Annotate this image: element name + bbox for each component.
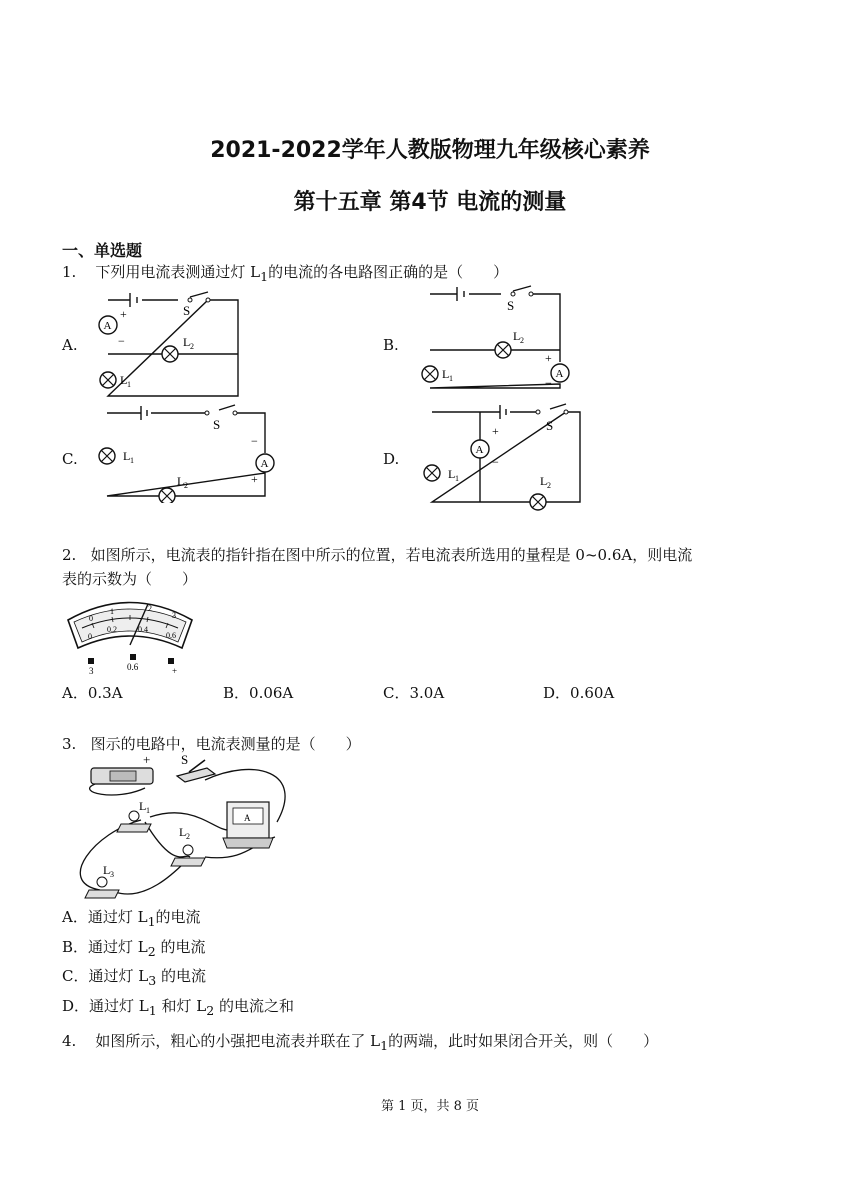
svg-text:A: A [260,458,269,470]
ammeter-icon [223,802,273,848]
question-text: 图示的电路中，电流表测量的是（ ） [90,735,361,753]
battery-icon [91,768,153,784]
svg-text:2: 2 [190,342,194,351]
lamp-icon [162,346,178,362]
svg-text:2: 2 [148,604,152,613]
svg-text:L: L [448,467,456,481]
svg-text:1: 1 [146,806,150,815]
svg-text:3: 3 [172,611,176,620]
question-2 [62,544,842,590]
option-b: B．通过灯 $L_2$ 的电流 [62,937,206,959]
svg-text:−: − [492,455,499,469]
svg-text:0.4: 0.4 [138,625,148,634]
option-label: C. [62,450,78,468]
lamp-icon [159,488,175,503]
subscript: 1 [260,269,269,284]
circuit-diagram-a [90,288,250,403]
svg-text:+: + [251,472,258,486]
svg-text:L: L [123,449,131,463]
question-number: 2. [62,546,77,564]
svg-text:2: 2 [186,832,190,841]
lamp-icon [424,465,440,481]
ammeter-dial-figure [60,590,200,678]
option-label: B. [383,336,399,354]
svg-text:+: + [172,666,178,676]
svg-text:A: A [475,444,484,456]
svg-text:L: L [540,474,548,488]
question-number: 1. [62,263,77,281]
ammeter-icon [99,316,117,334]
svg-text:0.6: 0.6 [127,662,139,672]
svg-text:−: − [118,334,125,348]
question-text: 下列用电流表测通过灯 L [95,263,261,281]
svg-text:S: S [546,418,554,433]
svg-text:3: 3 [89,666,94,676]
question-text: 的电流的各电路图正确的是（ ） [268,263,509,281]
svg-text:L: L [139,799,147,813]
svg-text:−: − [545,376,552,390]
lamp-icon [100,372,116,388]
svg-text:−: − [251,434,258,448]
option-a: A．通过灯 $L_1$的电流 [62,908,201,929]
question-number: 4. [62,1032,77,1050]
svg-text:2: 2 [547,481,551,490]
question-4 [62,1030,658,1057]
circuit-diagram-d [420,402,590,512]
svg-text:L: L [183,335,191,349]
svg-text:S: S [181,752,189,767]
ammeter-icon [551,364,569,382]
svg-text:L: L [103,863,111,877]
svg-text:A: A [103,320,112,332]
page-footer: 第 1 页，共 8 页 [380,1099,480,1114]
option-b: B．0.06A [223,684,294,702]
lamp-icon [495,342,511,358]
circuit-diagram-b [415,284,575,399]
circuit-diagram-c [95,403,275,503]
question-text: 的两端，此时如果闭合开关，则（ ） [388,1032,659,1050]
option-d: D．0.60A [543,684,615,702]
svg-text:1: 1 [449,374,453,383]
svg-text:2: 2 [184,481,188,490]
svg-text:L: L [120,373,128,387]
svg-text:A: A [555,368,564,380]
question-text: 如图所示，粗心的小强把电流表并联在了 L [95,1032,381,1050]
svg-text:L: L [513,329,521,343]
option-a: A．0.3A [62,684,123,702]
option-label: D. [383,450,400,468]
section-heading: 一、单选题 [62,241,143,260]
option-d: D．通过灯 $L_1$ 和灯 $L_2$ 的电流之和 [62,996,294,1018]
svg-text:0: 0 [88,632,92,641]
question-number: 3. [62,735,77,753]
question-text: 如图所示，电流表的指针指在图中所示的位置，若电流表所选用的量程是 0~0.6A，则电流 [90,546,693,564]
circuit-photo-figure [55,752,300,902]
option-c: C．3.0A [383,684,445,702]
svg-text:+: + [120,307,127,321]
svg-text:S: S [183,303,191,318]
svg-text:+: + [492,424,499,438]
lamp-icon [99,448,115,464]
svg-text:1: 1 [130,456,134,465]
svg-text:L: L [442,367,450,381]
subscript: 1 [380,1038,389,1053]
svg-text:+: + [545,351,552,365]
lamp-icon [422,366,438,382]
svg-text:L: L [179,825,187,839]
svg-text:1: 1 [455,474,459,483]
svg-text:3: 3 [110,870,114,879]
option-label: A. [62,336,78,354]
svg-text:0: 0 [89,614,93,623]
svg-text:A: A [244,813,251,823]
q3-options [62,905,294,1023]
svg-text:S: S [213,417,221,432]
svg-text:0.6: 0.6 [166,631,176,640]
question-text: 表的示数为（ ） [62,570,198,588]
svg-text:S: S [507,298,515,313]
svg-text:L: L [177,474,185,488]
svg-text:1: 1 [110,607,114,616]
ammeter-icon [256,454,274,472]
ammeter-icon [471,440,489,458]
svg-text:2: 2 [520,336,524,345]
lamp-icon [530,494,546,510]
svg-text:1: 1 [127,380,131,389]
document-title: 2021-2022学年人教版物理九年级核心素养 [210,138,650,163]
svg-text:+: + [143,752,151,767]
option-c: C．通过灯 $L_3$ 的电流 [62,967,206,988]
document-subtitle: 第十五章 第4节 电流的测量 [293,190,567,215]
svg-text:0.2: 0.2 [107,625,117,634]
